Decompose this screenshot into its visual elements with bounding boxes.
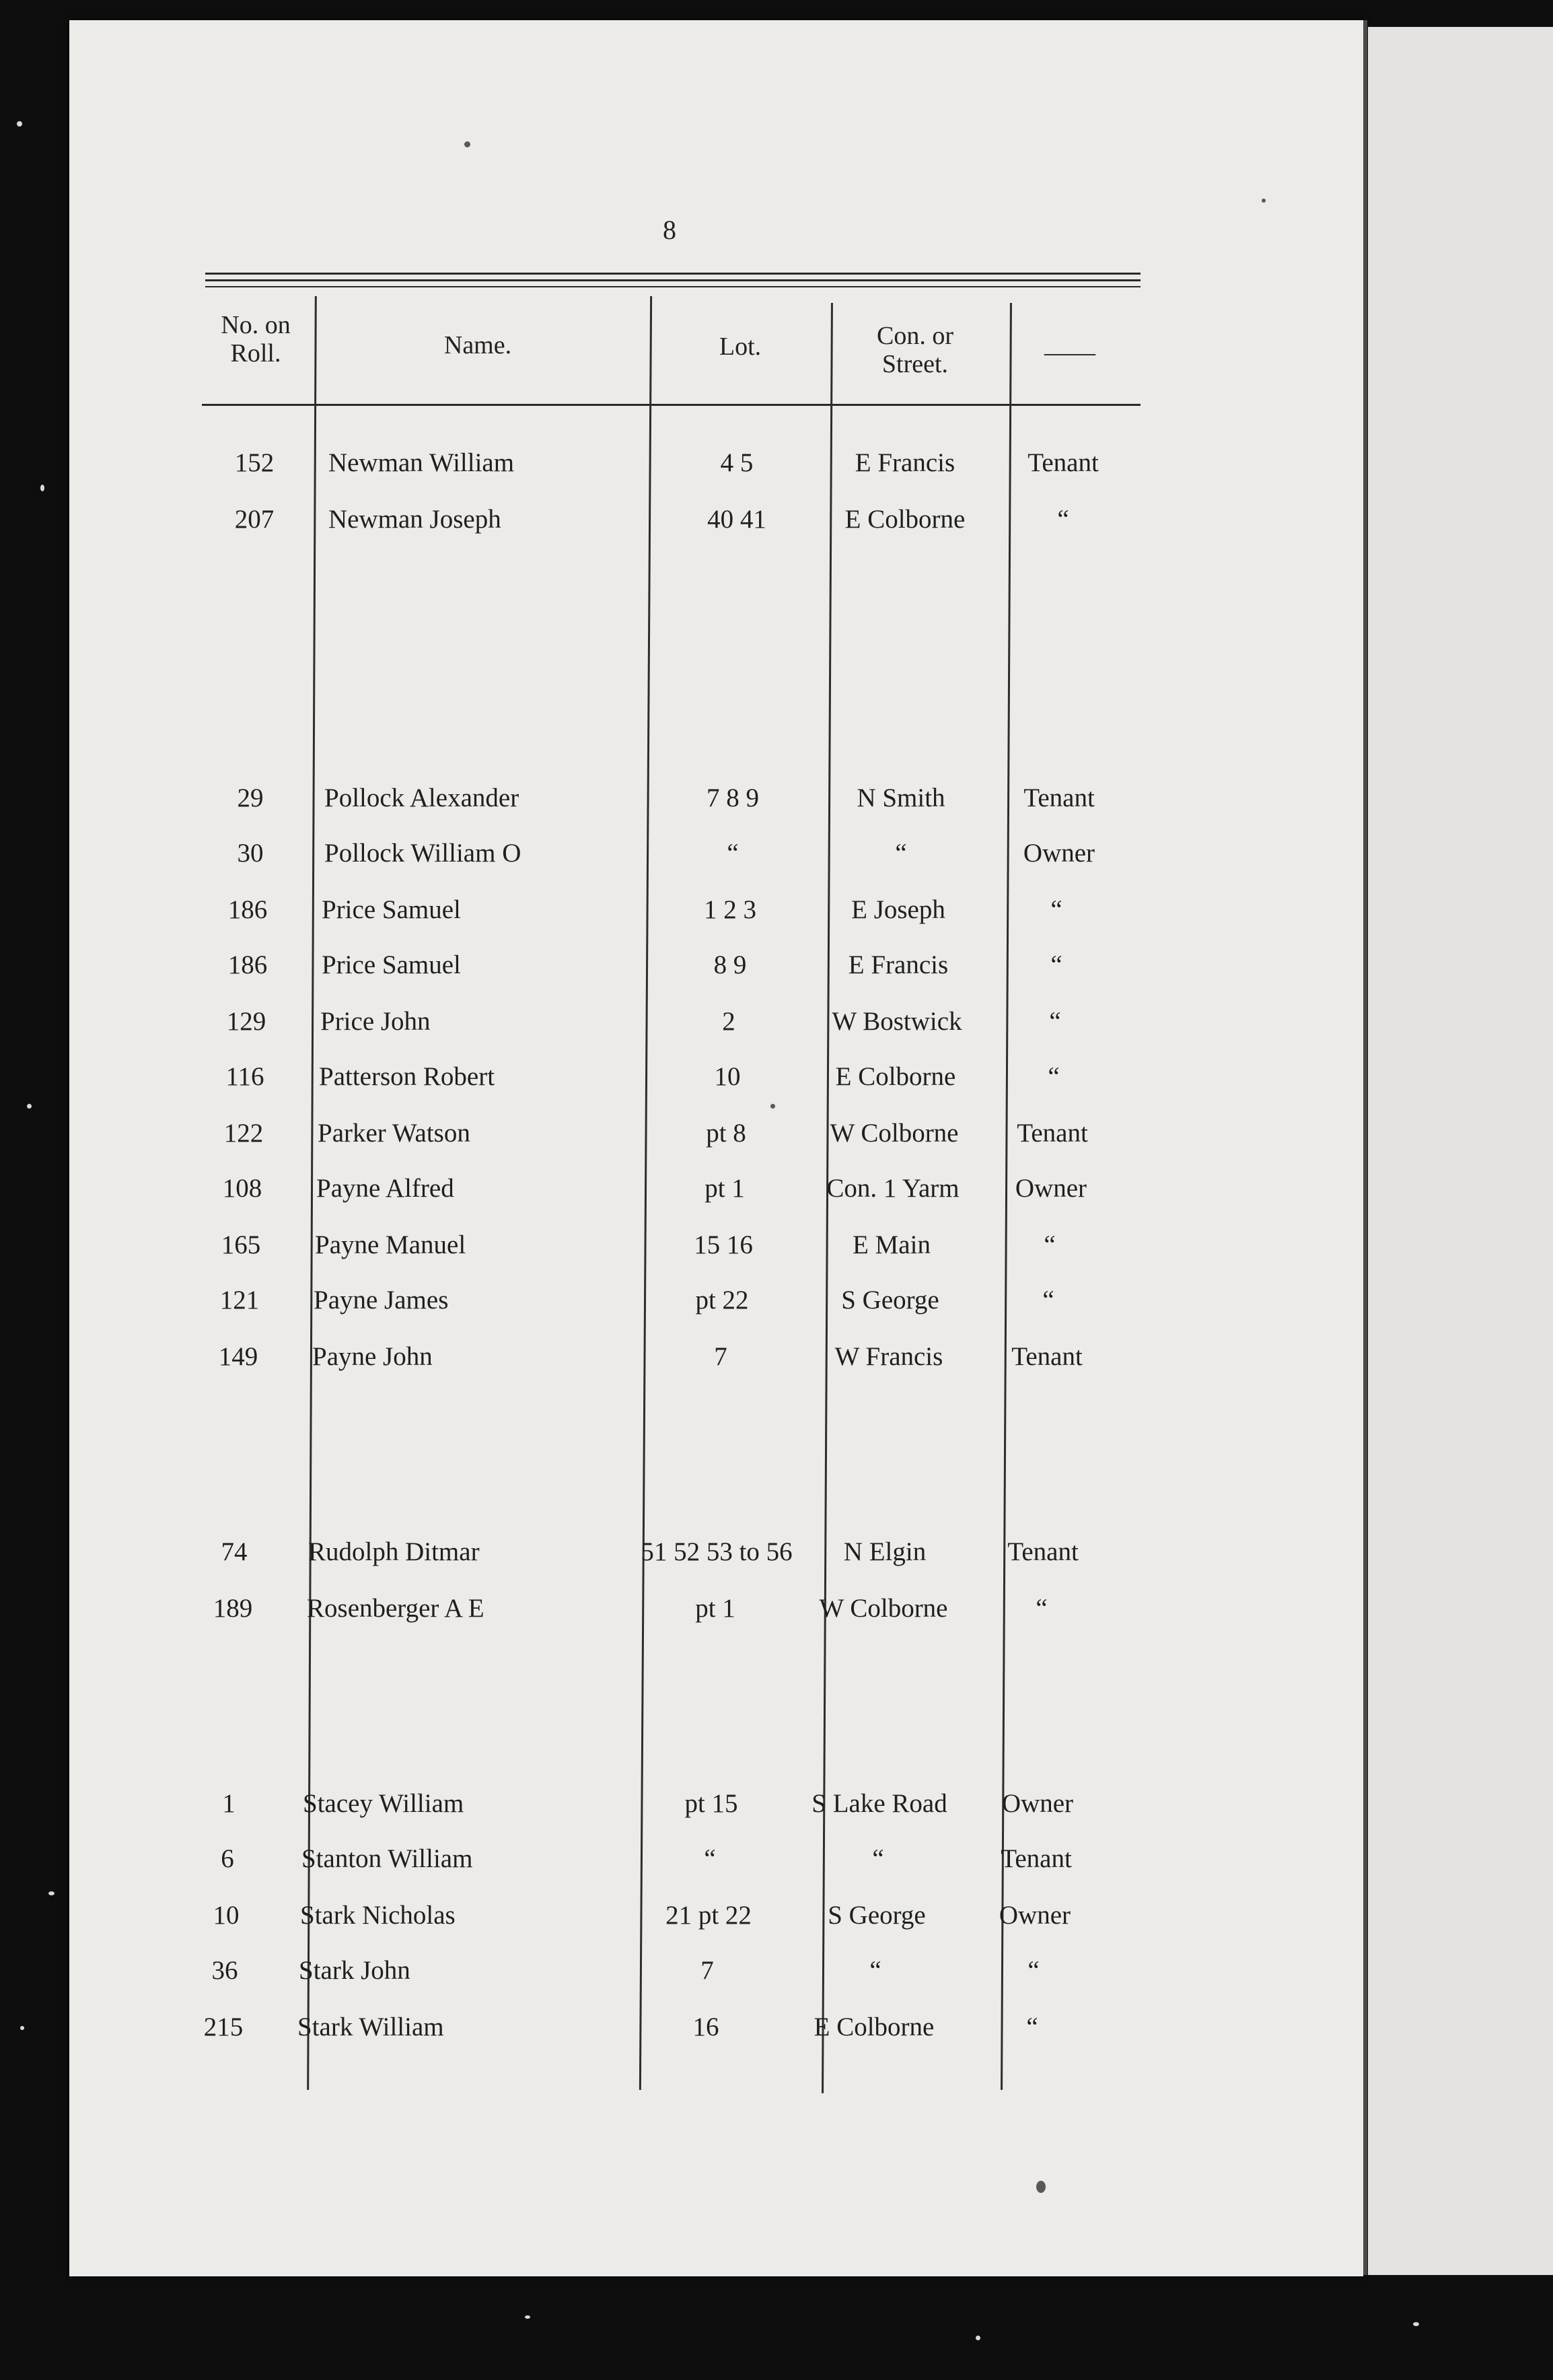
- lot-number: 40 41: [707, 505, 766, 534]
- page-number: 8: [663, 215, 676, 245]
- concession-street: S Lake Road: [811, 1789, 947, 1818]
- concession-street: N Smith: [857, 783, 945, 812]
- tenure-status: Tenant: [1001, 1844, 1072, 1873]
- owner-name: Price Samuel: [322, 950, 461, 979]
- lot-number: 7: [714, 1342, 727, 1371]
- roll-number: 215: [203, 2013, 244, 2041]
- concession-street: “: [872, 1844, 884, 1873]
- page-speck: [1262, 199, 1266, 203]
- concession-street: E Francis: [848, 950, 949, 979]
- tenure-status: Tenant: [1023, 783, 1095, 812]
- lot-number: 1 2 3: [704, 895, 756, 924]
- header-name: Name.: [443, 331, 512, 359]
- scan-speck: [1413, 2322, 1419, 2326]
- page-speck: [464, 141, 470, 147]
- owner-name: Parker Watson: [318, 1119, 470, 1148]
- lot-number: pt 1: [705, 1174, 745, 1203]
- top-rule-3: [205, 286, 1141, 287]
- roll-number: 6: [221, 1844, 234, 1873]
- owner-name: Payne Alfred: [316, 1174, 454, 1203]
- owner-name: Newman Joseph: [328, 505, 501, 534]
- tenure-status: “: [1048, 1062, 1060, 1091]
- roll-number: 36: [211, 1956, 238, 1985]
- roll-number: 30: [237, 839, 264, 868]
- lot-number: 7: [700, 1956, 714, 1985]
- concession-street: E Main: [853, 1230, 931, 1259]
- lot-number: “: [727, 839, 739, 868]
- owner-name: Rudolph Ditmar: [308, 1537, 480, 1566]
- owner-name: Stanton William: [301, 1844, 473, 1873]
- page-fold: [1363, 20, 1367, 2275]
- tenure-status: Owner: [1001, 1789, 1074, 1818]
- header-status: ——: [1044, 339, 1095, 367]
- roll-number: 207: [234, 505, 275, 534]
- lot-number: 4 5: [720, 448, 754, 477]
- facing-page-edge: [1368, 27, 1553, 2275]
- roll-number: 186: [227, 950, 268, 979]
- owner-name: Patterson Robert: [319, 1062, 495, 1091]
- scan-speck: [40, 485, 44, 491]
- tenure-status: “: [1049, 1007, 1061, 1036]
- lot-number: 8 9: [713, 950, 747, 979]
- roll-number: 10: [213, 1901, 240, 1930]
- concession-street: E Colborne: [835, 1062, 956, 1091]
- header-rule: [202, 404, 1141, 406]
- owner-name: Pollock William O: [324, 839, 521, 868]
- lot-number: 21 pt 22: [665, 1901, 752, 1930]
- owner-name: Payne Manuel: [315, 1230, 466, 1259]
- lot-number: pt 15: [684, 1789, 738, 1818]
- tenure-status: Owner: [1015, 1174, 1087, 1203]
- lot-number: 51 52 53 to 56: [641, 1537, 793, 1566]
- page-speck: [1036, 2181, 1046, 2193]
- concession-street: W Francis: [834, 1342, 943, 1371]
- scan-speck: [976, 2336, 980, 2340]
- tenure-status: “: [1027, 1956, 1040, 1985]
- owner-name: Stark William: [297, 2013, 444, 2041]
- concession-street: Con. 1 Yarm: [826, 1174, 960, 1203]
- lot-number: pt 8: [706, 1119, 746, 1148]
- concession-street: S George: [841, 1286, 939, 1315]
- scan-speck: [525, 2315, 530, 2319]
- tenure-status: “: [1050, 950, 1062, 979]
- header-lot: Lot.: [719, 332, 762, 361]
- scan-speck: [48, 1891, 55, 1895]
- roll-number: 1: [222, 1789, 236, 1818]
- lot-number: pt 22: [695, 1286, 749, 1315]
- tenure-status: “: [1026, 2013, 1038, 2041]
- tenure-status: “: [1044, 1230, 1056, 1259]
- owner-name: Stacey William: [303, 1789, 464, 1818]
- owner-name: Stark Nicholas: [300, 1901, 456, 1930]
- owner-name: Payne James: [314, 1286, 449, 1315]
- concession-street: E Colborne: [844, 505, 966, 534]
- roll-number: 152: [234, 448, 275, 477]
- tenure-status: “: [1057, 505, 1069, 534]
- owner-name: Stark John: [299, 1956, 410, 1985]
- owner-name: Newman William: [328, 448, 515, 477]
- top-rule: [205, 273, 1141, 275]
- concession-street: E Francis: [855, 448, 955, 477]
- tenure-status: Tenant: [1011, 1342, 1083, 1371]
- lot-number: 10: [714, 1062, 741, 1091]
- scan-speck: [27, 1104, 32, 1109]
- tenure-status: “: [1050, 895, 1062, 924]
- roll-number: 74: [221, 1537, 248, 1566]
- roll-number: 121: [219, 1286, 260, 1315]
- tenure-status: Tenant: [1007, 1537, 1079, 1566]
- header-roll: No. on Roll.: [221, 311, 291, 368]
- lot-number: pt 1: [695, 1594, 735, 1623]
- roll-number: 149: [218, 1342, 258, 1371]
- tenure-status: “: [1042, 1286, 1054, 1315]
- top-rule-2: [205, 279, 1141, 281]
- concession-street: E Colborne: [814, 2013, 935, 2041]
- scan-speck: [20, 2026, 24, 2030]
- owner-name: Pollock Alexander: [324, 783, 519, 812]
- tenure-status: Owner: [999, 1901, 1071, 1930]
- concession-street: “: [895, 839, 907, 868]
- lot-number: 2: [722, 1007, 735, 1036]
- roll-number: 165: [221, 1230, 261, 1259]
- concession-street: W Colborne: [819, 1594, 948, 1623]
- tenure-status: Tenant: [1017, 1119, 1088, 1148]
- concession-street: W Bostwick: [832, 1007, 962, 1036]
- tenure-status: “: [1036, 1594, 1048, 1623]
- page-speck: [770, 1104, 775, 1109]
- lot-number: 7 8 9: [707, 783, 759, 812]
- roll-number: 108: [222, 1174, 262, 1203]
- tenure-status: Tenant: [1027, 448, 1099, 477]
- roll-number: 186: [227, 895, 268, 924]
- owner-name: Price Samuel: [322, 895, 461, 924]
- lot-number: 16: [692, 2013, 719, 2041]
- owner-name: Price John: [320, 1007, 431, 1036]
- concession-street: E Joseph: [851, 895, 945, 924]
- scan-speck: [17, 121, 22, 127]
- owner-name: Payne John: [312, 1342, 433, 1371]
- owner-name: Rosenberger A E: [307, 1594, 484, 1623]
- roll-number: 116: [225, 1062, 264, 1091]
- lot-number: 15 16: [694, 1230, 753, 1259]
- concession-street: S George: [828, 1901, 926, 1930]
- roll-number: 29: [237, 783, 264, 812]
- concession-street: “: [869, 1956, 881, 1985]
- lot-number: “: [704, 1844, 716, 1873]
- concession-street: W Colborne: [830, 1119, 959, 1148]
- concession-street: N Elgin: [843, 1537, 927, 1566]
- roll-number: 129: [226, 1007, 266, 1036]
- roll-number: 122: [223, 1119, 264, 1148]
- header-con: Con. or Street.: [877, 322, 953, 378]
- tenure-status: Owner: [1023, 839, 1095, 868]
- roll-number: 189: [213, 1594, 253, 1623]
